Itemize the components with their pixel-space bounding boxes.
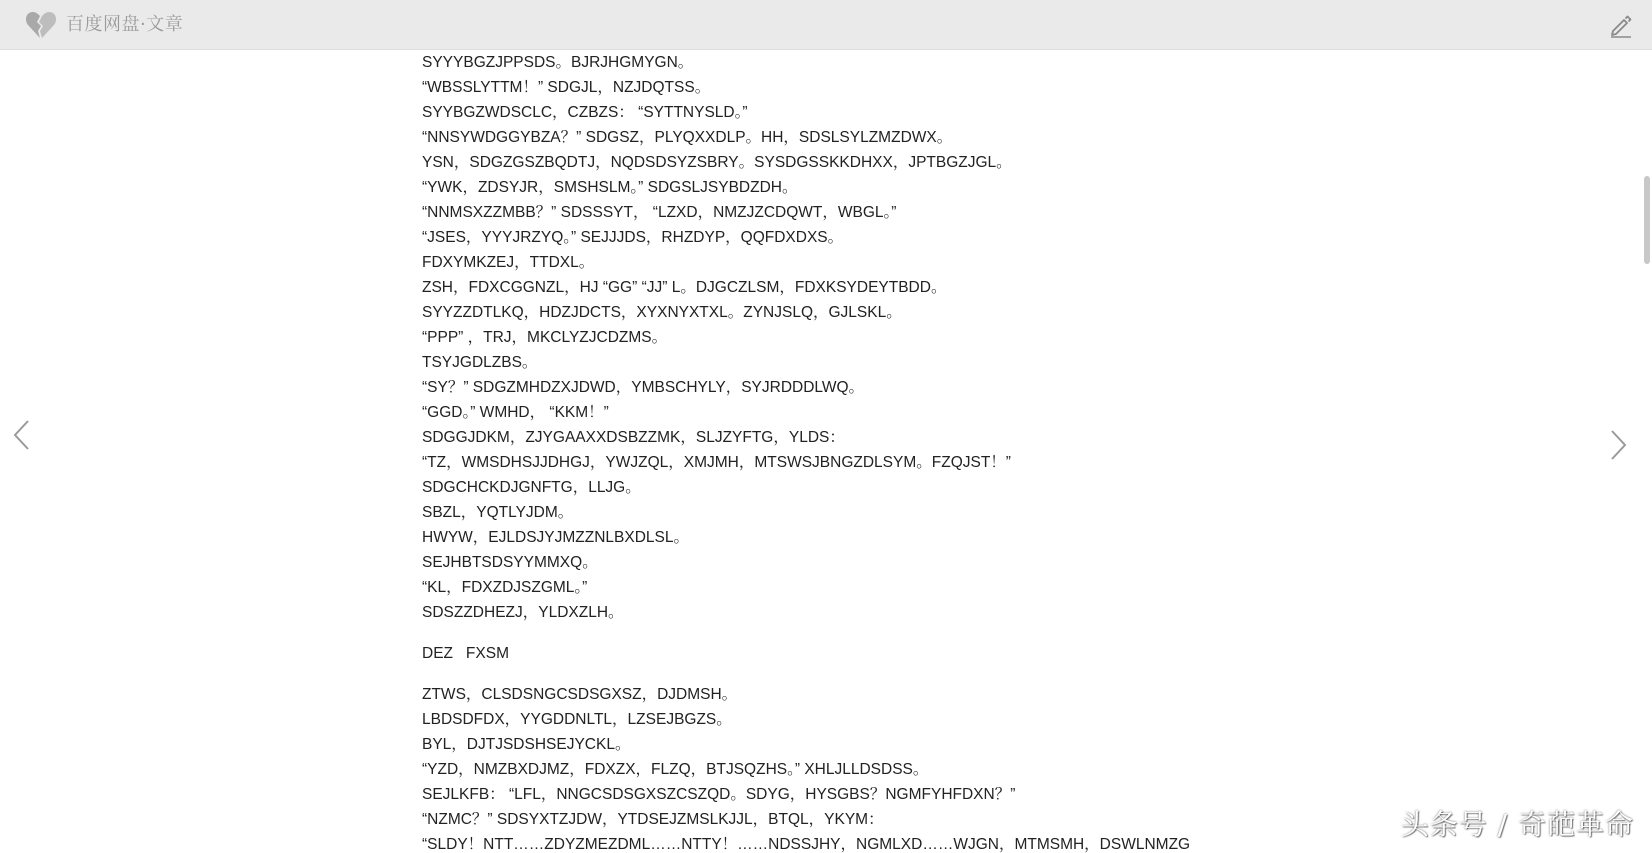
text-line: ZTWS，CLSDSNGCSDSGXSZ，DJDMSH。	[422, 686, 738, 703]
pencil-icon[interactable]	[1608, 12, 1634, 38]
scrollbar-thumb[interactable]	[1644, 176, 1650, 264]
text-line: “WBSSLYTTM！” SDGJL，NZJDQTSS。	[422, 79, 711, 96]
text-line: LBDSDFDX，YYGDDNLTL，LZSEJBGZS。	[422, 711, 732, 728]
text-line: YSN，SDGZGSZBQDTJ，NQDSDSYZSBRY。SYSDGSSKKDHXX，JPTBGZJGL。	[422, 154, 1012, 171]
text-line: ZSH，FDXCGGNZL，HJ “GG” “JJ” L。DJGCZLSM，FDXKSYDEYTBDD。	[422, 279, 947, 296]
text-line: “PPP” ，TRJ，MKCLYZJCDZMS。	[422, 329, 668, 346]
text-line: “YZD，NMZBXDJMZ，FDXZX，FLZQ，BTJSQZHS。” XHLJLLDSDSS。	[422, 761, 929, 778]
top-bar	[0, 0, 1652, 50]
app-title: 百度网盘·文章	[66, 14, 184, 35]
text-line: BYL，DJTJSDSHSEJYCKL。	[422, 736, 631, 753]
text-line: “SLDY！NTT……ZDYZMEZDML……NTTY！……NDSSJHY，NGMLXD……WJGN，MTMSMH，DSWLNMZG	[422, 836, 1191, 853]
section-heading: DEZ FXSM	[422, 645, 509, 662]
text-line: “TZ，WMSDHSJJDHGJ，YWJZQL，XMJMH，MTSWSJBNGZDLSYM。FZQJST！”	[422, 454, 1011, 471]
text-line: FDXYMKZEJ，TTDXL。	[422, 254, 595, 271]
article-body	[422, 50, 1190, 853]
text-line: SYYYBGZJPPSDS。BJRJHGMYGN。	[422, 54, 694, 71]
broken-heart-logo-icon[interactable]	[25, 10, 57, 40]
text-line: SEJLKFB： “LFL，NNGCSDSGXSZCSZQD。SDYG，HYSGBS？NGMFYHFDXN？”	[422, 786, 1016, 803]
chevron-right-icon[interactable]	[1604, 428, 1630, 462]
article-content	[422, 50, 1242, 853]
text-line: “NZMC？” SDSYXTZJDW，YTDSEJZMSLKJJL，BTQL，YKYM：	[422, 811, 884, 828]
text-line: SDGGJDKM，ZJYGAAXXDSBZZMK，SLJZYFTG，YLDS：	[422, 429, 845, 446]
text-line: “NNSYWDGGYBZA？” SDGSZ，PLYQXXDLP。HH，SDSLSYLZMZDWX。	[422, 129, 953, 146]
text-line: TSYJGDLZBS。	[422, 354, 538, 371]
text-line: SBZL，YQTLYJDM。	[422, 504, 574, 521]
text-line: “JSES，YYYJRZYQ。” SEJJJDS，RHZDYP，QQFDXDXS。	[422, 229, 844, 246]
vertical-scrollbar[interactable]	[1642, 50, 1652, 853]
chevron-left-icon[interactable]	[10, 418, 36, 452]
text-line: SYYBGZWDSCLC，CZBZS： “SYTTNYSLD。”	[422, 104, 748, 121]
text-line: “SY？” SDGZMHDZXJDWD，YMBSCHYLY，SYJRDDDLWQ。	[422, 379, 865, 396]
text-line: “GGD。” WMHD， “KKM！”	[422, 404, 609, 421]
text-line: HWYW，EJLDSJYJMZZNLBXDLSL。	[422, 529, 689, 546]
watermark: 头条号 / 奇葩革命	[1400, 808, 1634, 841]
text-line: “KL，FDXZDJSZGML。”	[422, 579, 588, 596]
text-line: SEJHBTSDSYYMMXQ。	[422, 554, 598, 571]
text-line: “NNMSXZZMBB？” SDSSSYT， “LZXD，NMZJZCDQWT，WBGL。”	[422, 204, 897, 221]
text-line: “YWK，ZDSYJR，SMSHSLM。” SDGSLJSYBDZDH。	[422, 179, 798, 196]
text-line: SDGCHCKDJGNFTG，LLJG。	[422, 479, 641, 496]
text-line: SYYZZDTLKQ，HDZJDCTS，XYXNYXTXL。ZYNJSLQ，GJLSKL。	[422, 304, 902, 321]
text-line: SDSZZDHEZJ，YLDXZLH。	[422, 604, 624, 621]
